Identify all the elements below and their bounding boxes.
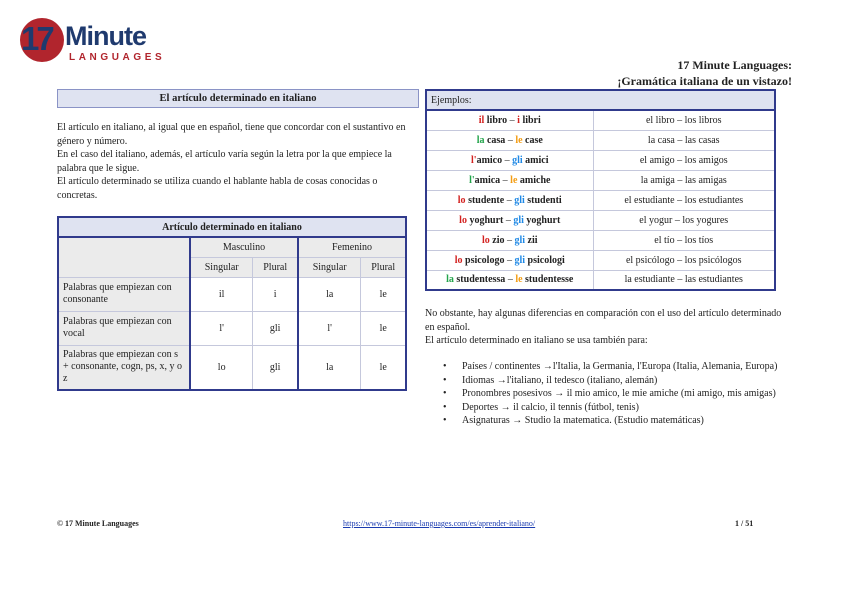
column-header-singular: Singular — [190, 257, 253, 277]
footer-link[interactable]: https://www.17-minute-languages.com/es/aprender-italiano/ — [343, 519, 536, 528]
intro-paragraph: El artículo en italiano, al igual que en español, tiene que concordar con el sustantivo en género y número. — [57, 122, 406, 147]
table-row — [426, 190, 775, 210]
intro-paragraph: En el caso del italiano, además, el artículo varía según la letra por la que empiece la palabra que le sigue. — [57, 149, 392, 174]
table-row — [58, 277, 406, 311]
notes-paragraph: No obstante, hay algunas diferencias en comparación con el uso del artículo determinado en español. — [425, 308, 782, 333]
notes-text — [425, 307, 790, 348]
row-label: Palabras que empiezan con s + consonante, cogn, ps, x, y o z — [58, 345, 190, 390]
column-header-plural: Plural — [361, 257, 406, 277]
list-item: • Deportes → il calcio, il tennis (fútbol, tenis) — [443, 401, 639, 413]
intro-text — [57, 121, 407, 202]
spanish-translation: el yogur – los yogures — [593, 210, 775, 230]
list-item: • Países / continentes →l'Italia, la Germania, l'Europa (Italia, Alemania, Europa) — [443, 361, 778, 372]
document-title-line2: ¡Gramática italiana de un vistazo! — [617, 74, 792, 88]
spanish-translation: la amiga – las amigas — [593, 170, 775, 190]
italian-example: lo zio – gli zii — [426, 230, 593, 250]
intro-paragraph: El artículo determinado se utiliza cuando el hablante habla de cosas conocidas o concretas. — [57, 176, 378, 201]
column-header-plural: Plural — [253, 257, 298, 277]
italian-example: la casa – le case — [426, 130, 593, 150]
list-item: • Pronombres posesivos → il mio amico, le mie amiche (mi amigo, mis amigas) — [443, 388, 776, 399]
column-group-feminine: Femenino — [298, 237, 406, 257]
uses-list — [425, 360, 790, 428]
table-row — [426, 110, 775, 130]
table-row — [426, 150, 775, 170]
column-group-masculine: Masculino — [190, 237, 298, 257]
bullet-icon: • — [443, 374, 447, 386]
spanish-translation: el psicólogo – los psicólogos — [593, 250, 775, 270]
table-row — [58, 345, 406, 390]
cell-fem-singular: la — [298, 345, 361, 390]
spanish-translation: la estudiante – las estudiantes — [593, 270, 775, 290]
cell-fem-singular: la — [298, 277, 361, 311]
table-row — [426, 130, 775, 150]
bullet-icon: • — [443, 361, 447, 372]
cell-masc-plural: gli — [253, 311, 298, 345]
cell-masc-plural: i — [253, 277, 298, 311]
cell-fem-plural: le — [361, 277, 406, 311]
document-title — [617, 57, 792, 89]
brand-logo — [18, 16, 166, 66]
table-row — [58, 311, 406, 345]
article-table — [57, 216, 407, 391]
logo-number: 17 — [21, 20, 52, 57]
article-table-caption: Artículo determinado en italiano — [58, 217, 406, 237]
cell-fem-singular: l' — [298, 311, 361, 345]
document-title-line1: 17 Minute Languages: — [677, 58, 792, 72]
bullet-icon: • — [443, 388, 447, 399]
cell-masc-singular: l' — [190, 311, 253, 345]
bullet-icon: • — [443, 415, 447, 426]
page-number: 1 / 51 — [735, 519, 754, 528]
table-row — [426, 210, 775, 230]
footer-copyright: © 17 Minute Languages — [57, 519, 139, 528]
spanish-translation: el amigo – los amigos — [593, 150, 775, 170]
cell-masc-singular: il — [190, 277, 253, 311]
italian-example: la studentessa – le studentesse — [426, 270, 593, 290]
spanish-translation: el estudiante – los estudiantes — [593, 190, 775, 210]
logo-word: Minute — [65, 21, 146, 51]
table-row — [426, 270, 775, 290]
table-row — [426, 230, 775, 250]
row-label: Palabras que empiezan con vocal — [58, 311, 190, 345]
italian-example: lo studente – gli studenti — [426, 190, 593, 210]
spanish-translation: el tío – los tíos — [593, 230, 775, 250]
spanish-translation: el libro – los libros — [593, 110, 775, 130]
italian-example: lo yoghurt – gli yoghurt — [426, 210, 593, 230]
italian-example: l'amica – le amiche — [426, 170, 593, 190]
row-label: Palabras que empiezan con consonante — [58, 277, 190, 311]
cell-fem-plural: le — [361, 345, 406, 390]
list-item: • Asignaturas → Studio la matematica. (Estudio matemáticas) — [443, 415, 704, 426]
examples-table — [425, 89, 776, 291]
bullet-icon: • — [443, 401, 447, 413]
list-item: • Idiomas →l'italiano, il tedesco (italiano, alemán) — [443, 374, 658, 386]
logo-subtitle: LANGUAGES — [69, 52, 166, 63]
section-title: El artículo determinado en italiano — [57, 89, 419, 108]
cell-masc-singular: lo — [190, 345, 253, 390]
italian-example: l'amico – gli amici — [426, 150, 593, 170]
cell-fem-plural: le — [361, 311, 406, 345]
table-corner — [58, 237, 190, 277]
italian-example: lo psicologo – gli psicologi — [426, 250, 593, 270]
notes-paragraph: El artículo determinado en italiano se usa también para: — [425, 335, 648, 346]
table-row — [426, 250, 775, 270]
table-row — [426, 170, 775, 190]
spanish-translation: la casa – las casas — [593, 130, 775, 150]
column-header-singular: Singular — [298, 257, 361, 277]
cell-masc-plural: gli — [253, 345, 298, 390]
examples-caption: Ejemplos: — [426, 90, 775, 110]
italian-example: il libro – i libri — [426, 110, 593, 130]
